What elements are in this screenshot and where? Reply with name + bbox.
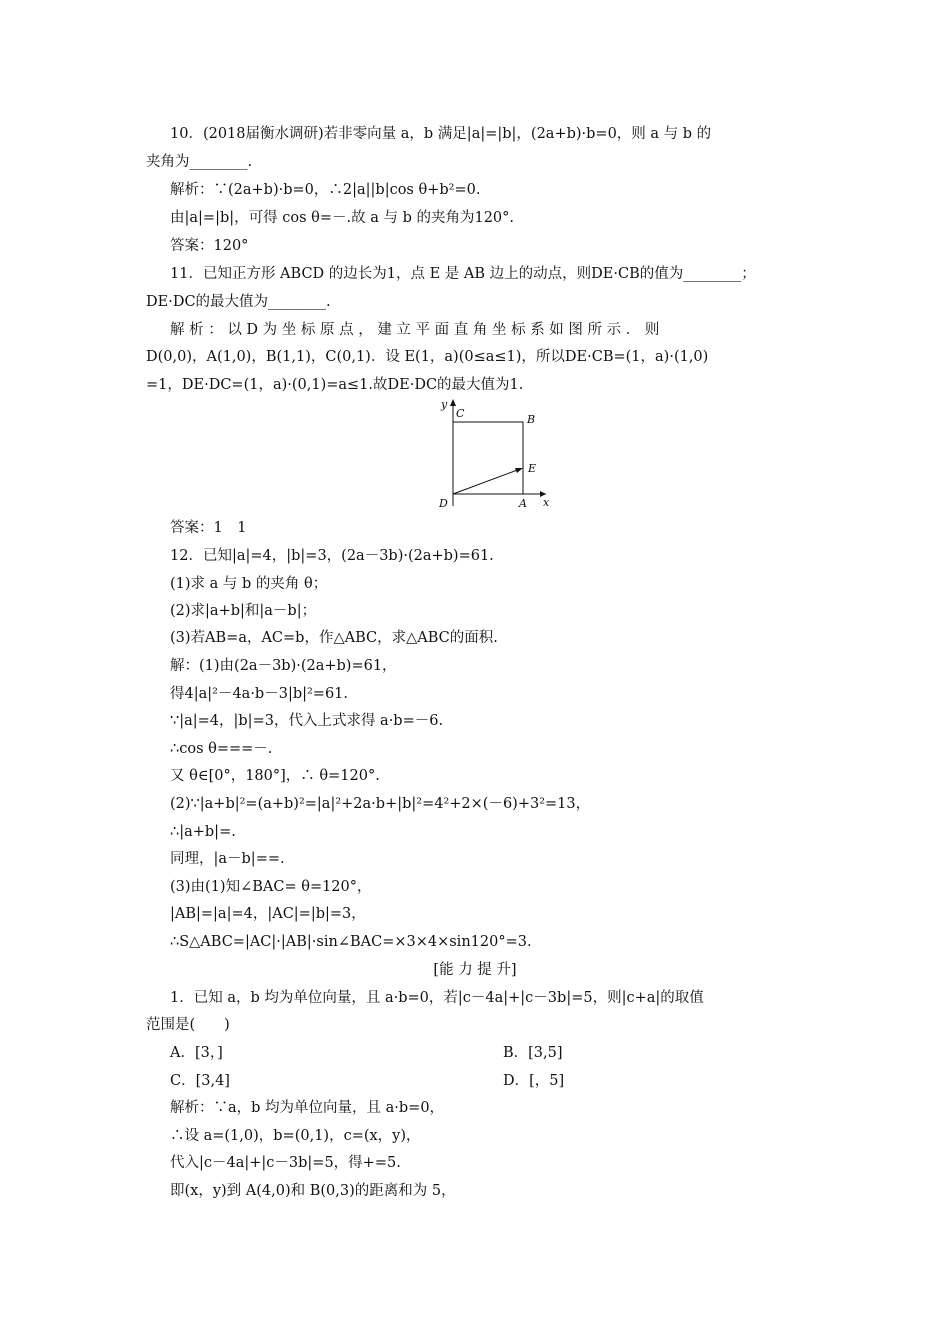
section-heading: [能 力 提 升]: [433, 962, 517, 978]
label-x: x: [543, 496, 550, 509]
problem-11-line-1: 11．已知正方形 ABCD 的边长为1，点 E 是 AB 边上的动点，则DE·CB的值为________；: [170, 266, 756, 282]
ability-solution-line-1: 解析：∵a，b 均为单位向量，且 a·b=0，: [170, 1100, 445, 1116]
problem-12-part-1: (1)求 a 与 b 的夹角 θ；: [170, 576, 328, 592]
solution-12-line-9: (3)由(1)知∠BAC= θ=120°，: [170, 879, 372, 895]
solution-12-line-10: |AB|=|a|=4，|AC|=|b|=3，: [170, 906, 366, 922]
label-y: y: [441, 398, 448, 411]
solution-11-line-2: D(0,0)，A(1,0)，B(1,1)，C(0,1)．设 E(1，a)(0≤a≤1)，所以DE·CB=(1，a)·(1,0): [146, 349, 709, 365]
coordinate-figure: [428, 396, 558, 516]
solution-12-line-6: (2)∵|a+b|²=(a+b)²=|a|²+2a·b+|b|²=4²+2×(－6)+3²=13，: [170, 796, 591, 812]
solution-11-line-3: =1，DE·DC=(1，a)·(0,1)=a≤1.故DE·DC的最大值为1.: [146, 377, 524, 393]
solution-12-line-7: ∴|a+b|=.: [170, 824, 236, 840]
solution-12-line-8: 同理，|a－b|==.: [170, 851, 285, 867]
problem-12-part-3: (3)若AB=a，AC=b，作△ABC，求△ABC的面积.: [170, 630, 498, 646]
ability-problem-1-line-2: 范围是( ): [146, 1017, 230, 1033]
problem-10-line-2: 夹角为________.: [146, 154, 253, 170]
label-e: E: [528, 462, 537, 475]
vector-de-arrow: [515, 468, 523, 473]
answer-11: 答案：1 1: [170, 520, 247, 536]
option-d: D．[，5]: [503, 1073, 565, 1089]
label-d: D: [439, 497, 448, 510]
option-b: B．[3,5]: [503, 1045, 563, 1061]
vector-de: [453, 469, 520, 494]
solution-10-line-1: 解析：∵(2a+b)·b=0，∴2|a||b|cos θ+b²=0.: [170, 182, 481, 198]
y-axis-arrow: [450, 399, 456, 406]
ability-solution-line-2: ∴设 a=(1,0)，b=(0,1)，c=(x，y)，: [170, 1128, 421, 1144]
ability-solution-line-3: 代入|c－4a|+|c－3b|=5，得+=5.: [170, 1155, 401, 1171]
answer-10: 答案：120°: [170, 238, 249, 254]
problem-12-part-2: (2)求|a+b|和|a－b|；: [170, 603, 317, 619]
ability-problem-1-line-1: 1．已知 a，b 均为单位向量，且 a·b=0，若|c－4a|+|c－3b|=5，则|c+a|的取值: [170, 990, 704, 1006]
problem-12-stem: 12．已知|a|=4，|b|=3，(2a－3b)·(2a+b)=61.: [170, 548, 494, 564]
ability-solution-line-4: 即(x，y)到 A(4,0)和 B(0,3)的距离和为 5，: [170, 1183, 456, 1199]
solution-12-line-2: 得4|a|²－4a·b－3|b|²=61.: [170, 686, 349, 702]
solution-10-line-2: 由|a|=|b|，可得 cos θ=－.故 a 与 b 的夹角为120°.: [170, 210, 515, 226]
solution-12-line-11: ∴S△ABC=|AC|·|AB|·sin∠BAC=×3×4×sin120°=3.: [170, 934, 532, 950]
option-c: C．[3,4]: [170, 1073, 230, 1089]
problem-11-line-2: DE·DC的最大值为________.: [146, 294, 331, 310]
label-a: A: [519, 497, 527, 510]
solution-11-line-1: 解 析 ： 以 D 为 坐 标 原 点 ， 建 立 平 面 直 角 坐 标 系 如 图 所 示 ． 则: [170, 322, 660, 338]
problem-10-line-1: 10．(2018届衡水调研)若非零向量 a，b 满足|a|=|b|，(2a+b)·b=0，则 a 与 b 的: [170, 126, 712, 142]
solution-12-line-4: ∴cos θ===－.: [170, 741, 273, 757]
label-b: B: [527, 413, 536, 426]
square-abcd: [453, 422, 523, 494]
label-c: C: [456, 407, 465, 420]
option-a: A．[3，]: [170, 1045, 223, 1061]
solution-12-line-5: 又 θ∈[0°，180°]，∴ θ=120°.: [170, 768, 380, 784]
solution-12-line-1: 解：(1)由(2a－3b)·(2a+b)=61，: [170, 658, 397, 674]
solution-12-line-3: ∵|a|=4，|b|=3，代入上式求得 a·b=－6.: [170, 713, 444, 729]
